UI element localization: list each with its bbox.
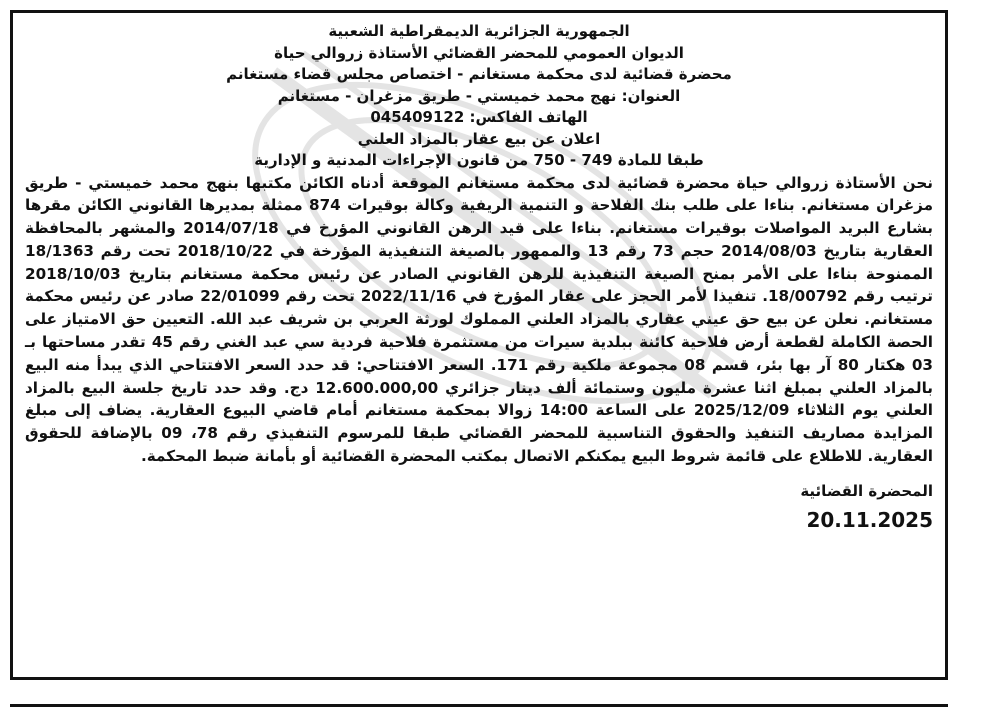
header-jurisdiction: محضرة قضائية لدى محكمة مستغانم - اختصاص مجلس قضاء مستغانم bbox=[226, 65, 732, 83]
notice-title: اعلان عن بيع عقار بالمزاد العلني bbox=[357, 129, 601, 148]
header-address: العنوان: نهج محمد خميستي - طريق مزغران - مستغانم bbox=[277, 86, 681, 105]
signature-date: 20.11.2025 bbox=[806, 507, 933, 532]
signature-block bbox=[25, 480, 933, 534]
notice-header bbox=[25, 21, 933, 172]
header-office: الديوان العمومي للمحضر القضائي الأستاذة زروالي حياة bbox=[274, 43, 684, 62]
notice-legal-basis: طبقا للمادة 749 - 750 من قانون الإجراءات المدنية و الإدارية bbox=[254, 151, 704, 169]
bottom-divider bbox=[10, 704, 948, 707]
signature-title: المحضرة القضائية bbox=[800, 481, 933, 500]
notice-body: نحن الأستاذة زروالي حياة محضرة قضائية لدى محكمة مستغانم الموقعة أدناه الكائن مكتبها بنهج محمد خميستي - طريق مزغران مستغانم. بناءا على طلب بنك الفلاحة و التنمية الريفية وكالة بوقيرات 874 ممثلة بمديرها القانوني الكائن مقرها بشارع البريد المواصلات بوقيرات مستغانم. بناءا على قيد الرهن القانوني المؤرخ في 2014/07/18 والمشهر بالمحافظة العقارية بتاريخ 2014/08/03 حجم 73 رقم 13 والممهور بالصيغة التنفيذية المؤرخة في 2018/10/22 تحت رقم 18/1363 الممنوحة بناءا على الأمر بمنح الصيغة التنفيذية للرهن القانوني الصادر عن رئيس محكمة مستغانم بتاريخ 2018/10/03 ترتيب رقم 18/00792. تنفيذا لأمر الحجز على عقار المؤرخ في 2022/11/16 تحت رقم 22/01099 صادر عن رئيس محكمة مستغانم. نعلن عن بيع حق عيني عقاري بالمزاد العلني المملوك لورثة العربي بن شريف عبد الله. التعيين حق الامتياز على الحصة الكاملة لقطعة أرض فلاحية كائنة ببلدية سيرات من مستثمرة فلاحية فردية سي عبد الغني رقم 45 تقدر مساحتها بـ 03 هكتار 80 آر بها بئر، قسم 08 مجموعة ملكية رقم 171. السعر الافتتاحي: قد حدد السعر الافتتاحي الذي يبدأ منه البيع بالمزاد العلني بمبلغ اثنا عشرة مليون وستمائة ألف دينار جزائري 12.600.000,00 دج. وقد حدد تاريخ جلسة البيع بالمزاد العلني يوم الثلاثاء 2025/12/09 على الساعة 14:00 زوالا بمحكمة مستغانم أمام قاضي البيوع العقارية. يضاف إلى مبلغ المزايدة مصاريف التنفيذ والحقوق التناسبية للمحضر القضائي طبقا للمرسوم التنفيذي رقم 78، 09 بالإضافة للحقوق العقارية. للاطلاع على قائمة شروط البيع يمكنكم الاتصال بمكتب المحضرة القضائية أو بأمانة ضبط المحكمة. bbox=[25, 173, 934, 466]
header-phone-fax: الهاتف الفاكس: 045409122 bbox=[370, 108, 588, 126]
legal-notice-box bbox=[10, 10, 948, 680]
header-country: الجمهورية الجزائرية الديمقراطية الشعبية bbox=[328, 22, 630, 40]
